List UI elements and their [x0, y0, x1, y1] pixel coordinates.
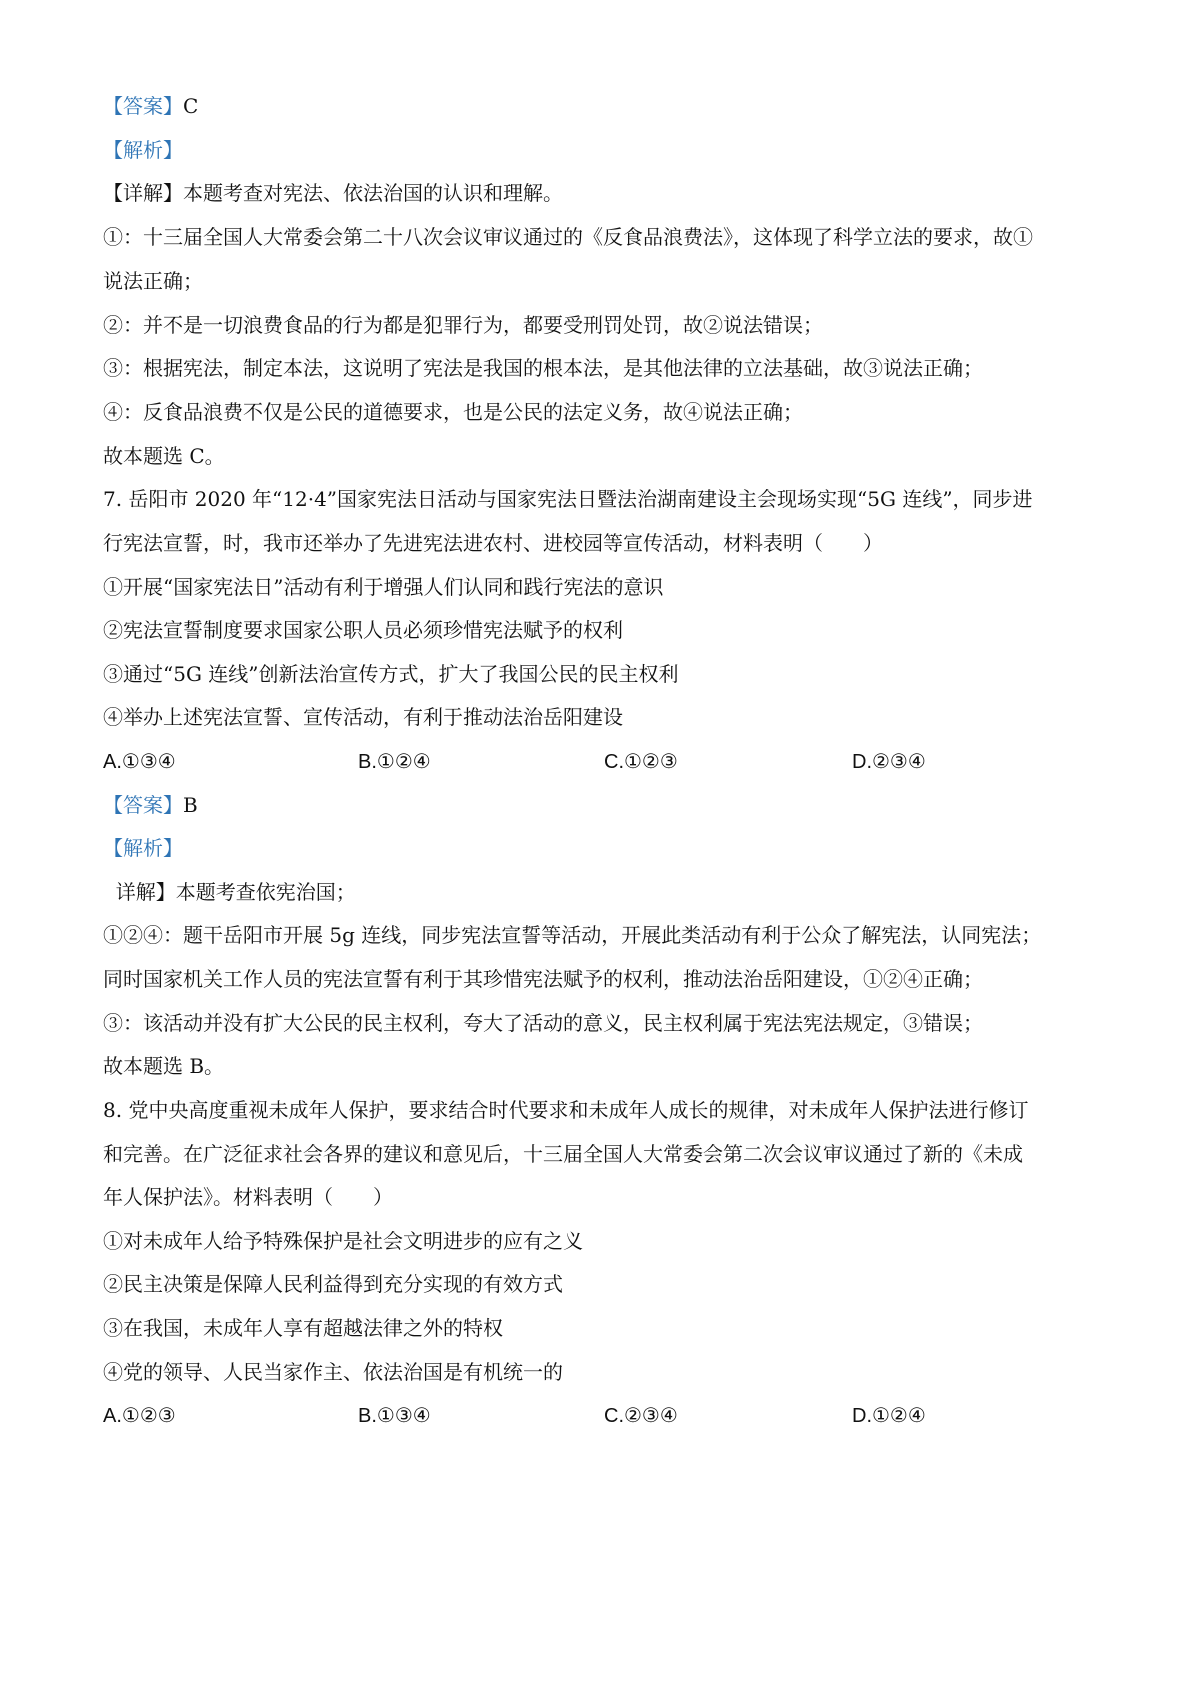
option-letter: B.	[358, 1405, 377, 1427]
q6-detail-line: 故本题选 C。	[103, 444, 225, 468]
q7-analysis-line	[103, 833, 1103, 863]
answer-value: B	[183, 793, 198, 817]
q7-option-c	[604, 746, 678, 777]
q7-detail-line: 同时国家机关工作人员的宪法宣誓有利于其珍惜宪法赋予的权利，推动法治岳阳建设，①②④正确；	[103, 967, 983, 991]
option-text: ①②④	[376, 749, 431, 773]
q7-statement: ③通过“5G 连线”创新法治宣传方式，扩大了我国公民的民主权利	[103, 662, 679, 686]
q6-detail-line: ④：反食品浪费不仅是公民的道德要求，也是公民的法定义务，故④说法正确；	[103, 400, 803, 424]
q8-option-b	[358, 1400, 431, 1431]
q7-statement: ④举办上述宪法宣誓、宣传活动，有利于推动法治岳阳建设	[103, 705, 623, 729]
option-text: ①②③	[624, 749, 678, 773]
q7-detail-line: 详解】本题考查依宪治国；	[103, 880, 356, 904]
option-letter: A.	[103, 1405, 122, 1427]
answer-tag: 【答案】	[103, 94, 183, 118]
q7-detail-line: ③：该活动并没有扩大公民的民主权利，夸大了活动的意义，民主权利属于宪法宪法规定，③错误；	[103, 1011, 983, 1035]
option-text: ①②④	[872, 1403, 926, 1427]
q8-statement: ③在我国，未成年人享有超越法律之外的特权	[103, 1316, 503, 1340]
q7-stem-line: 7. 岳阳市 2020 年“12·4”国家宪法日活动与国家宪法日暨法治湖南建设主会现场实现“5G 连线”，同步进	[103, 487, 1033, 511]
q7-stem-line: 行宪法宣誓，时，我市还举办了先进宪法进农村、进校园等宣传活动，材料表明（ ）	[103, 531, 883, 555]
q6-detail-line: ③：根据宪法，制定本法，这说明了宪法是我国的根本法，是其他法律的立法基础，故③说法正确；	[103, 356, 983, 380]
q6-detail-line: 说法正确；	[103, 269, 203, 293]
q8-option-d	[852, 1400, 926, 1431]
q7-detail-line: ①②④：题干岳阳市开展 5g 连线，同步宪法宣誓等活动，开展此类活动有利于公众了解宪法，认同宪法；	[103, 923, 1042, 947]
option-text: ①③④	[376, 1403, 431, 1427]
option-letter: D.	[852, 1405, 872, 1427]
option-text: ①③④	[121, 749, 176, 773]
option-text: ②③④	[872, 749, 926, 773]
q8-stem-line: 年人保护法》。材料表明（ ）	[103, 1185, 393, 1209]
option-text: ①②③	[121, 1403, 176, 1427]
q8-option-a	[103, 1400, 176, 1431]
option-letter: B.	[358, 751, 377, 773]
q8-statement: ①对未成年人给予特殊保护是社会文明进步的应有之义	[103, 1229, 583, 1253]
q8-statement: ②民主决策是保障人民利益得到充分实现的有效方式	[103, 1272, 563, 1296]
q6-detail-line: 【详解】本题考查对宪法、依法治国的认识和理解。	[103, 181, 563, 205]
option-letter: C.	[604, 1405, 624, 1427]
q6-detail-line: ②：并不是一切浪费食品的行为都是犯罪行为，都要受刑罚处罚，故②说法错误；	[103, 313, 823, 337]
analysis-tag: 【解析】	[103, 836, 183, 860]
q7-answer-line	[103, 790, 1103, 820]
q7-option-a	[103, 746, 176, 777]
option-letter: D.	[852, 751, 872, 773]
q7-statement: ①开展“国家宪法日”活动有利于增强人们认同和践行宪法的意识	[103, 575, 664, 599]
q6-detail-line: ①：十三届全国人大常委会第二十八次会议审议通过的《反食品浪费法》，这体现了科学立法的要求，故①	[103, 225, 1033, 249]
answer-value: C	[183, 94, 199, 118]
q6-analysis-line	[103, 135, 1103, 165]
analysis-tag: 【解析】	[103, 138, 183, 162]
option-letter: A.	[103, 751, 122, 773]
q7-statement: ②宪法宣誓制度要求国家公职人员必须珍惜宪法赋予的权利	[103, 618, 623, 642]
q7-option-d	[852, 746, 926, 777]
option-text: ②③④	[624, 1403, 678, 1427]
q8-stem-line: 和完善。在广泛征求社会各界的建议和意见后，十三届全国人大常委会第二次会议审议通过了新的《未成	[103, 1142, 1023, 1166]
answer-tag: 【答案】	[103, 793, 183, 817]
q8-stem-line: 8. 党中央高度重视未成年人保护，要求结合时代要求和未成年人成长的规律，对未成年人保护法进行修订	[103, 1098, 1029, 1122]
q7-detail-line: 故本题选 B。	[103, 1054, 225, 1078]
q8-statement: ④党的领导、人民当家作主、依法治国是有机统一的	[103, 1360, 563, 1384]
q8-option-c	[604, 1400, 678, 1431]
option-letter: C.	[604, 751, 624, 773]
q6-answer-line	[103, 91, 1103, 121]
q7-option-b	[358, 746, 431, 777]
